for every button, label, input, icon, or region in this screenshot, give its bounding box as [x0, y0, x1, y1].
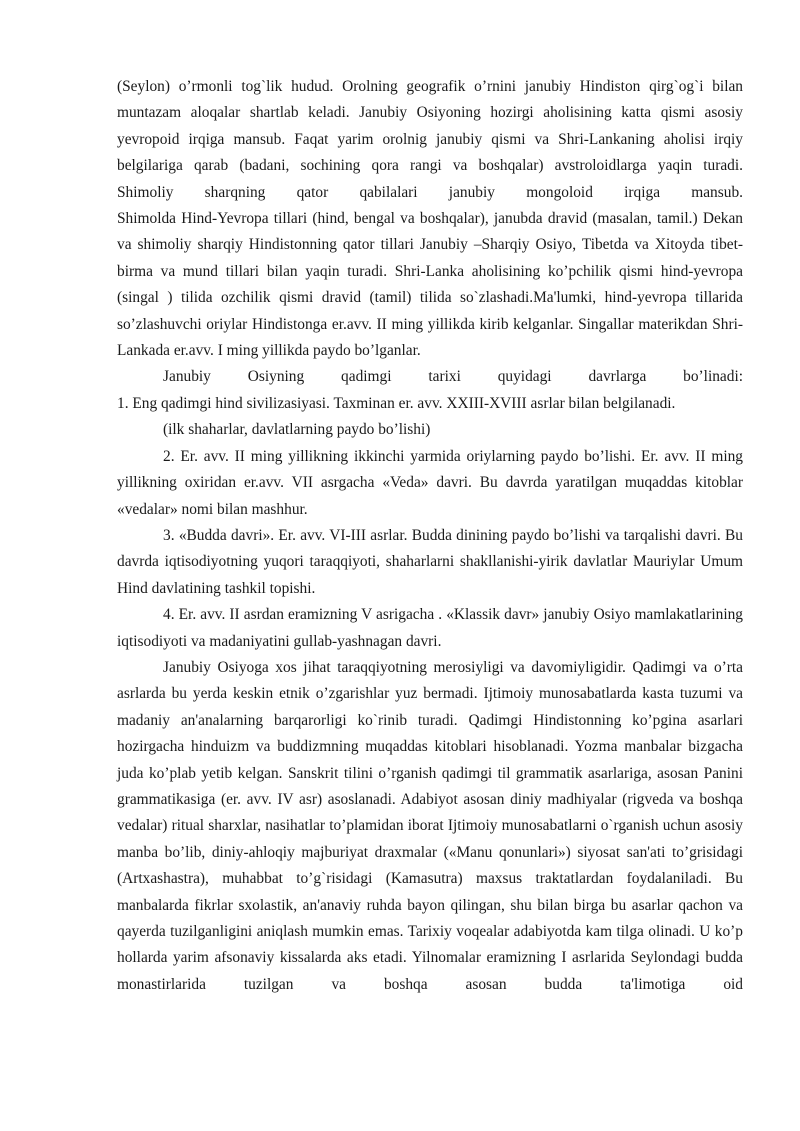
period-3: 3. «Budda davri». Er. avv. VI-III asrlar. Budda dinining paydo bo’lishi va tarqalishi davri. Bu davrda iqtisodiyotning yuqori taraqqiyoti, shaharlarni shakllanishi-yirik davlatlar Mauriylar Umum Hind davlatining tashkil topishi.: [117, 526, 743, 597]
period-4: 4. Er. avv. II asrdan eramizning V asrigacha . «Klassik davr» janubiy Osiyo mamlakatlarining iqtisodiyoti va madaniyatini gullab-yashnagan davri.: [117, 606, 743, 650]
paragraph-1-part-2: Shimoliy sharqning qator qabilalari janubiy mongoloid irqiga mansub.: [117, 183, 743, 201]
period-2: 2. Er. avv. II ming yillikning ikkinchi yarmida oriylarning paydo bo’lishi. Er. avv. II ming yillikning oxiridan er.avv. VII asrgacha «Veda» davri. Bu davrda yaratilgan muqaddas kitoblar «vedalar» nomi bilan mashhur.: [117, 447, 743, 518]
paragraph-1-part-1: (Seylon) o’rmonli tog`lik hudud. Orolning geografik o’rnini janubiy Hindiston qirg`og`i bilan muntazam aloqalar shartlab keladi. Janubiy Osiyoning hozirgi aholisining katta qismi asosiy yevropoid irqiga mansub. Faqat yarim orolnig janubiy qismi va Shri-Lankaning aholisi irqiy belgilariga qarab (badani, sochining qora rangi va boshqalar) avstroloidlarga yaqin turadi.: [117, 78, 743, 175]
paragraph-1-part-3: Shimolda Hind-Yevropa tillari (hind, bengal va boshqalar), janubda dravid (masalan, tamil.) Dekan va shimoliy sharqiy Hindistonning qator tillari Janubiy –Sharqiy Osiyo, Tibetda va Xitoyda tibet-birma va mund tillari bilan yaqin turadi. Shri-Lanka aholisining ko’pchilik qismi hind-yevropa (singal ) tilida ozchilik qismi dravid (tamil) tilida so`zlashadi.Ma'lumki, hind-yevropa tillarida so’zlashuvchi oriylar Hindistonga er.avv. II ming yillikda kirib kelganlar. Singallar materikdan Shri-Lankada er.avv. I ming yillikda paydo bo’lganlar.: [117, 210, 743, 360]
period-1: 1. Eng qadimgi hind sivilizasiyasi. Taxminan er. avv. XXIII-XVIII asrlar bilan belgilanadi.: [117, 394, 676, 412]
period-1-note: (ilk shaharlar, davlatlarning paydo bo’lishi): [163, 421, 431, 439]
periods-intro: Janubiy Osiyning qadimgi tarixi quyidagi davrlarga bo’linadi:: [163, 368, 743, 386]
sources-paragraph: Janubiy Osiyoga xos jihat taraqqiyotning merosiyligi va davomiyligidir. Qadimgi va o’rta asrlarda bu yerda keskin etnik o’zgarishlar yuz bermadi. Ijtimoiy munosabatlarda kasta tuzumi va madaniy an'analarning barqarorligi ko`rinib turadi. Qadimgi Hindistonning ko’pgina asarlari hozirgacha hinduizm va buddizmning muqaddas kitoblari hisoblanadi. Yozma manbalar bizgacha juda ko’plab yetib kelgan. Sanskrit tilini o’rganish qadimgi til grammatik asarlariga, asosan Panini grammatikasiga (er. avv. IV asr) asoslanadi. Adabiyot asosan diniy madhiyalar (rigveda va boshqa vedalar) ritual sharxlar, nasihatlar to’plamidan iborat Ijtimoiy munosabatlarni o`rganish uchun asosiy manba bo’lib, diniy-ahloqiy majburiyat draxmalar («Manu qonunlari») siyosat san'ati to’grisidagi (Artxashastra), muhabbat to’g`risidagi (Kamasutra) maxsus traktatlardan foydalaniladi. Bu manbalarda fikrlar sxolastik, an'anaviy ruhda bayon qilingan, shu bilan birga bu asarlar qachon va qayerda tuzilganligini aniqlash mumkin emas. Tarixiy voqealar adabiyotda kam tilga olinadi. U ko’p hollarda yarim afsonaviy kissalarda aks etadi. Yilnomalar eramizning I asrlarida Seylondagi budda monastirlarida tuzilgan va boshqa asosan budda ta'limotiga oid: [117, 658, 743, 993]
document-page: [117, 74, 743, 998]
